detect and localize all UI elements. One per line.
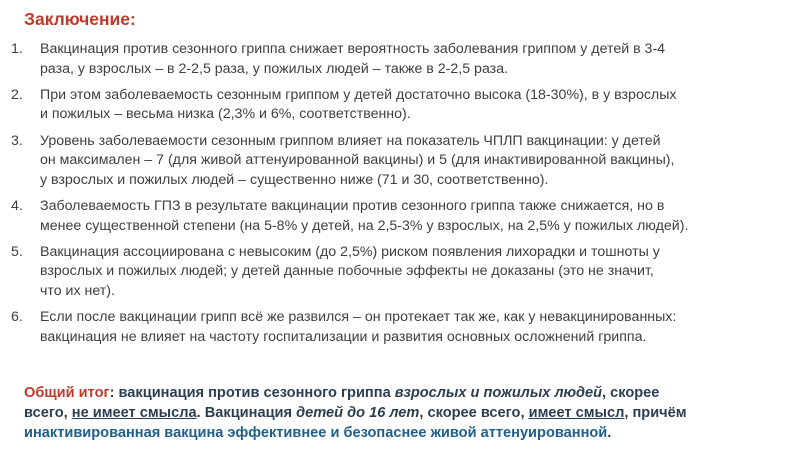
list-item: [0, 308, 800, 347]
list-item: [0, 40, 800, 79]
list-item-text: Вакцинация ассоциирована с невысоким (до 2,5%) риском появления лихорадки и тошноты у взрослых и пожилых людей; у детей данные побочные эффекты не доказаны (это не значит, что их нет).: [40, 243, 660, 299]
list-item: [0, 243, 800, 302]
list-item-number: 4.: [11, 197, 23, 214]
list-item-text: Вакцинация против сезонного гриппа снижает вероятность заболевания гриппом у детей в 3-4 раза, у взрослых – в 2-2,5 раза, у пожилых людей – также в 2-2,5 раза.: [40, 41, 666, 77]
conclusion-list: [0, 40, 800, 354]
summary-emphasis-children: детей до 16 лет: [296, 404, 420, 421]
summary-underline-no-sense: не имеет смысла: [71, 404, 197, 421]
list-item-text: Заболеваемость ГПЗ в результате вакцинации против сезонного гриппа также снижается, но в менее существенной степени (на 5-8% у детей, на 2,5-3% у взрослых, на 2,5% у пожилых людей).: [40, 197, 689, 234]
list-item: [0, 132, 800, 191]
list-item: [0, 197, 800, 236]
list-item-number: 5.: [11, 243, 23, 260]
summary-highlight-vaccine: инактивированная вакцина эффективнее и безопаснее живой аттенуированной: [24, 424, 608, 441]
list-item-text: Если после вакцинации грипп всё же развился – он протекает так же, как у невакцинированных: вакцинация не влияет на частоту госпитализации и развития основных осложнений гриппа.: [40, 309, 677, 345]
summary-text-part: , причём: [624, 404, 687, 421]
page-title: Заключение:: [24, 9, 136, 29]
list-item-text: Уровень заболеваемости сезонным гриппом влияет на показатель ЧПЛП вакцинации: у детей он максимален – 7 (для живой аттенуированной вакцины) и 5 (для инактивированной вакцины), у взрослых и пожилых людей – существенно ниже (71 и 30, соответственно).: [40, 132, 675, 188]
summary-underline-makes-sense: имеет смысл: [528, 404, 625, 421]
list-item-text: При этом заболеваемость сезонным гриппом у детей достаточно высока (18-30%), в у взрослых и пожилых – весьма низка (2,3% и 6%, соответственно).: [40, 86, 677, 123]
list-item-number: 3.: [11, 132, 23, 149]
summary-text-end: .: [607, 424, 612, 441]
summary-text-part: . Вакцинация: [196, 404, 297, 421]
summary-emphasis-adults: взрослых и пожилых людей: [394, 385, 603, 401]
summary-text-part: , скорее всего,: [419, 404, 529, 421]
list-item-number: 2.: [11, 86, 23, 103]
summary-paragraph: [24, 384, 794, 443]
summary-text-part: : вакцинация против сезонного гриппа: [109, 385, 395, 401]
list-item-number: 1.: [11, 41, 23, 57]
list-item: [0, 86, 800, 125]
summary-label: Общий итог: [24, 385, 110, 401]
summary-text-part: , скорее всего,: [24, 385, 660, 421]
list-item-number: 6.: [11, 309, 23, 326]
